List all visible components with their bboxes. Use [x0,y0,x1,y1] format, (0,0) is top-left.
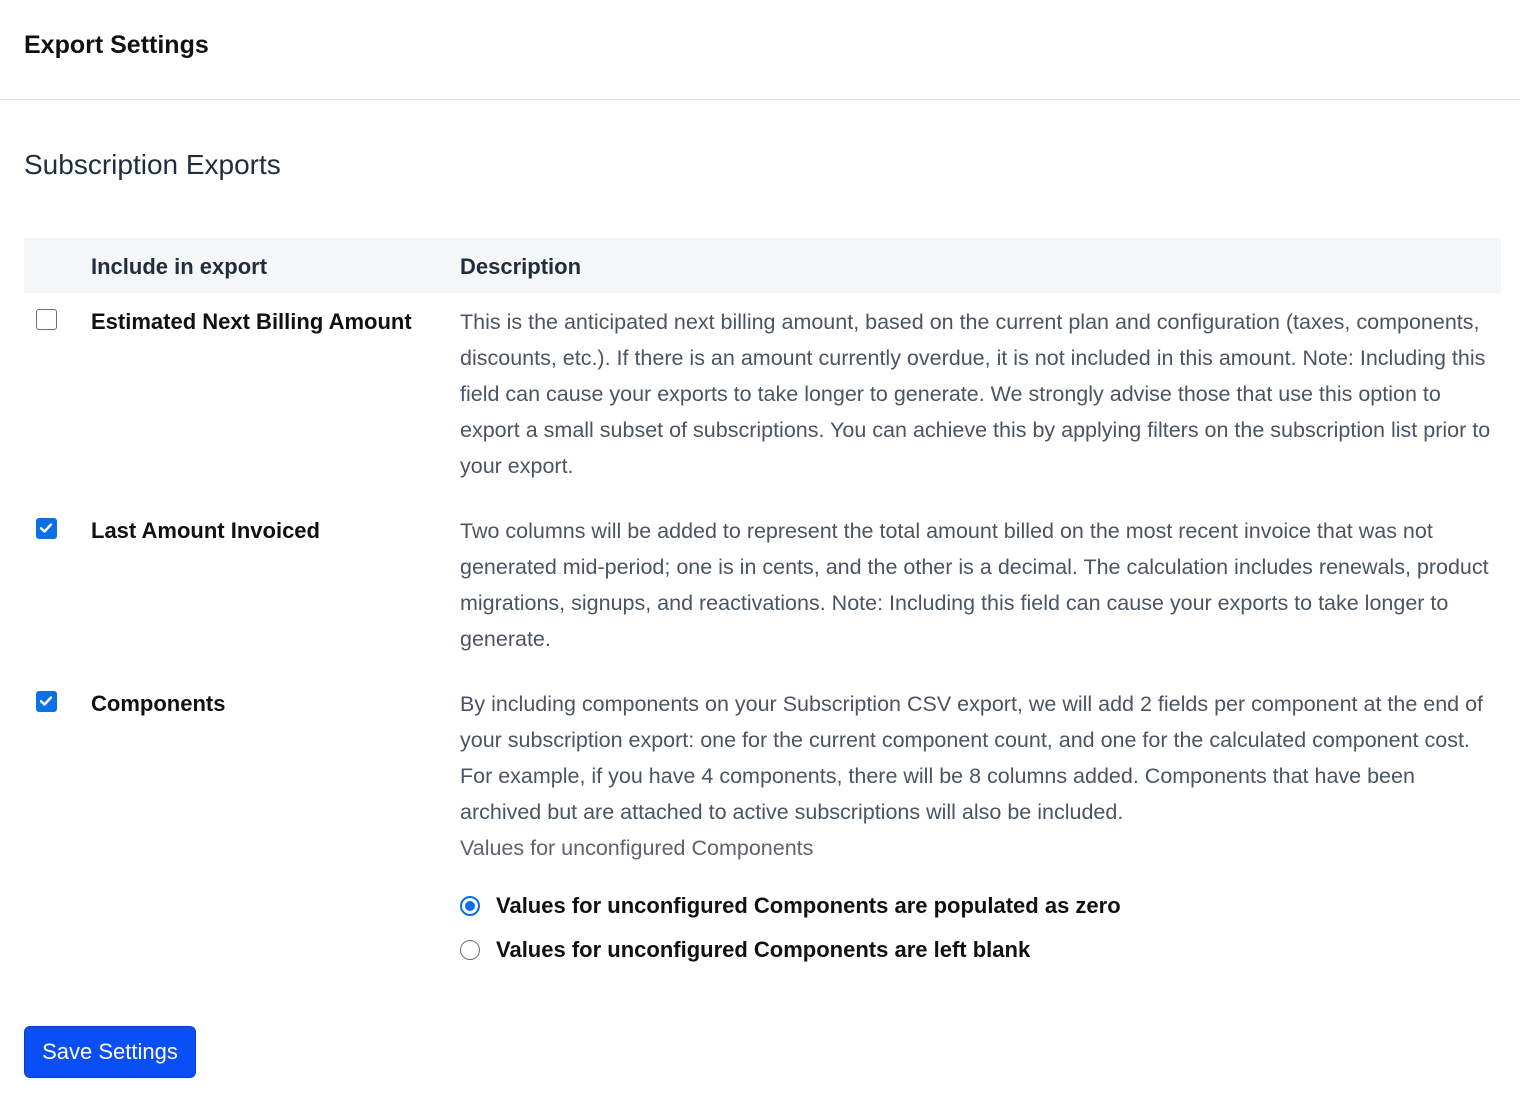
header-description: Description [460,254,582,279]
last-amount-invoiced-checkbox[interactable] [36,518,57,539]
checkmark-icon [39,694,53,708]
header-include-in-export: Include in export [91,254,268,279]
radio-label-blank[interactable]: Values for unconfigured Components are left blank [496,937,1031,962]
table-header-row [24,238,1501,293]
save-settings-button[interactable]: Save Settings [24,1026,196,1078]
row-description: Two columns will be added to represent the total amount billed on the most recent invoice that was not generated mid-period; one is in cents, and the other is a decimal. The calculation includes renewals, product migrations, signups, and reactivations. Note: Including this field can cause your exports to take longer to generate. [460,519,1489,651]
section-title: Subscription Exports [24,149,281,180]
row-label: Estimated Next Billing Amount [91,309,412,334]
row-label: Components [91,691,226,716]
table-row [24,502,1501,675]
radio-label-zero[interactable]: Values for unconfigured Components are populated as zero [496,893,1121,918]
radio-blank[interactable] [460,940,480,960]
unconfigured-values-label: Values for unconfigured Components [460,836,814,860]
table-row [24,293,1501,502]
unconfigured-values-radio-group [460,884,1501,972]
radio-option-blank[interactable] [460,928,1501,972]
page-title: Export Settings [24,31,209,59]
row-description: This is the anticipated next billing amount, based on the current plan and configuration (taxes, components, discounts, etc.). If there is an amount currently overdue, it is not included in this amount. Note: Including this field can cause your exports to take longer to generate. We strongly advise those that use this option to export a small subset of subscriptions. You can achieve this by applying filters on the subscription list prior to your export. [460,310,1491,478]
estimated-next-billing-checkbox[interactable] [36,309,57,330]
page-header [0,0,1520,100]
export-settings-table [24,238,1501,972]
main-content [0,148,1520,972]
header-checkbox-column [24,238,91,293]
row-label: Last Amount Invoiced [91,518,320,543]
radio-option-zero[interactable] [460,884,1501,928]
row-description: By including components on your Subscription CSV export, we will add 2 fields per component at the end of your subscription export: one for the current component count, and one for the calculated component cost. For example, if you have 4 components, there will be 8 columns added. Components that have been archived but are attached to active subscriptions will also be included. [460,692,1484,824]
table-row [24,675,1501,972]
radio-zero[interactable] [460,896,480,916]
components-checkbox[interactable] [36,691,57,712]
checkmark-icon [39,521,53,535]
